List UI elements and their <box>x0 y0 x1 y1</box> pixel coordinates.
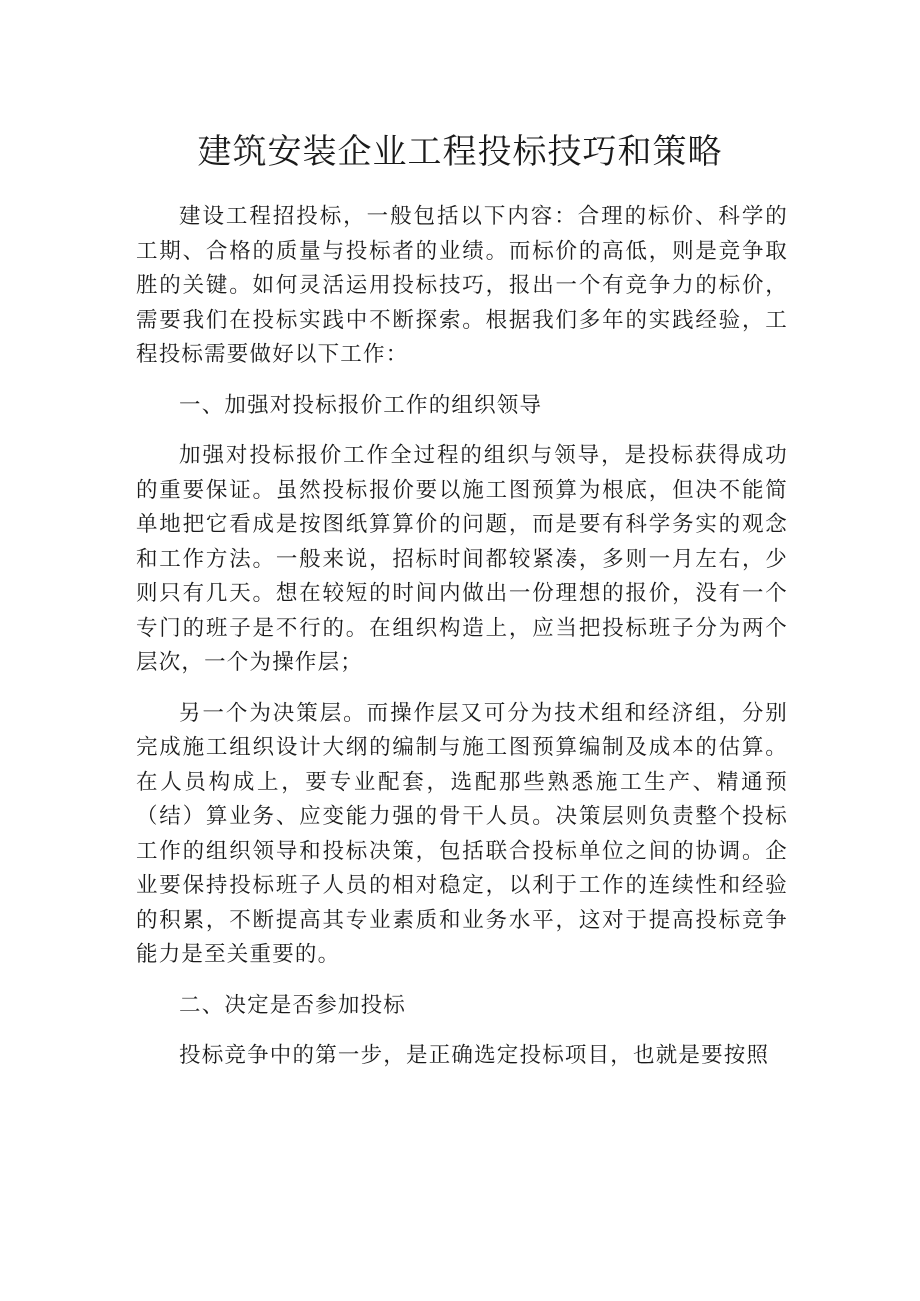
section-heading-2: 二、决定是否参加投标 <box>179 992 407 1018</box>
paragraph-intro: 建设工程招投标，一般包括以下内容：合理的标价、科学的工期、合格的质量与投标者的业绩。而标价的高低，则是竞争取胜的关键。如何灵活运用投标技巧，报出一个有竞争力的标价，需要我们在投标实践中不断探索。根据我们多年的实践经验，工程投标需要做好以下工作： <box>136 204 788 367</box>
section-heading-1: 一、加强对投标报价工作的组织领导 <box>179 392 543 418</box>
paragraph-organization: 加强对投标报价工作全过程的组织与领导，是投标获得成功的重要保证。虽然投标报价要以施工图预算为根底，但决不能简单地把它看成是按图纸算算价的问题，而是要有科学务实的观念和工作方法。一般来说，招标时间都较紧凑，多则一月左右，少则只有几天。想在较短的时间内做出一份理想的报价，没有一个专门的班子是不行的。在组织构造上，应当把投标班子分为两个层次，一个为操作层； <box>136 443 788 675</box>
paragraph-decision-layer: 另一个为决策层。而操作层又可分为技术组和经济组，分别完成施工组织设计大纲的编制与施工图预算编制及成本的估算。在人员构成上，要专业配套，选配那些熟悉施工生产、精通预（结）算业务、应变能力强的骨干人员。决策层则负责整个投标工作的组织领导和投标决策，包括联合投标单位之间的协调。企业要保持投标班子人员的相对稳定，以利于工作的连续性和经验的积累，不断提高其专业素质和业务水平，这对于提高投标竞争能力是至关重要的。 <box>136 700 788 967</box>
paragraph-project-selection: 投标竞争中的第一步，是正确选定投标项目，也就是要按照 <box>179 1043 770 1068</box>
document-title: 建筑安装企业工程投标技巧和策略 <box>197 132 723 172</box>
document-body <box>136 200 788 1090</box>
